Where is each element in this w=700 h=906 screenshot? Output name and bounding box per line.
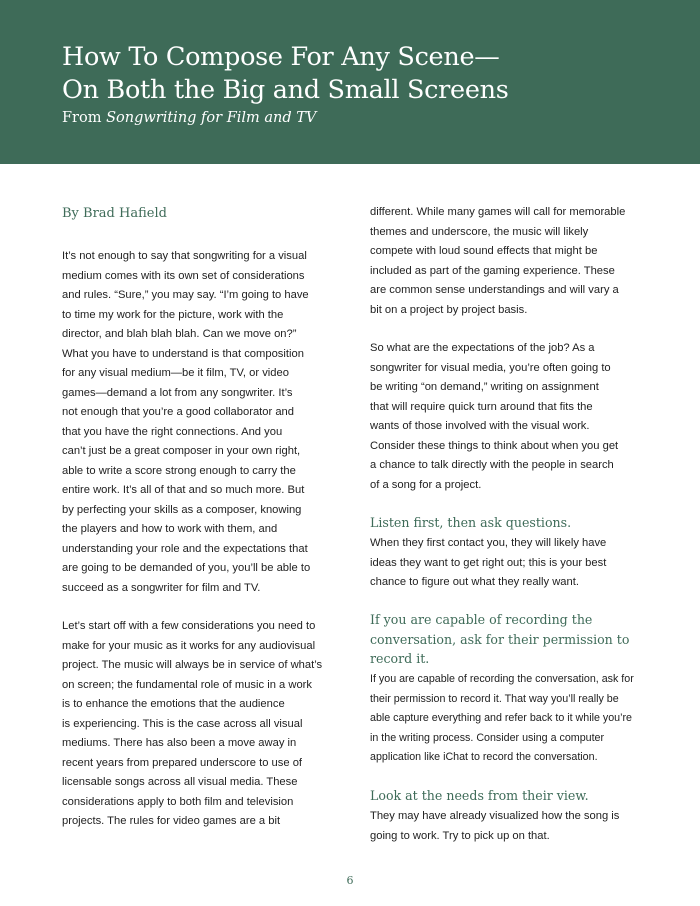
text-line: medium comes with its own set of considerations bbox=[62, 269, 305, 282]
text-line: entire work. It’s all of that and so much more. But bbox=[62, 484, 305, 496]
text-line: understanding your role and the expectations that bbox=[62, 542, 308, 555]
page-subtitle bbox=[62, 110, 316, 126]
subtitle-prefix: From bbox=[62, 110, 107, 126]
text-line: application like iChat to record the conversation. bbox=[370, 751, 598, 763]
text-line: record it. bbox=[370, 651, 430, 666]
text-line: projects. The rules for video games are a bit bbox=[62, 815, 281, 827]
author-byline: By Brad Hafield bbox=[62, 206, 167, 221]
text-line: What you have to understand is that composition bbox=[62, 347, 304, 360]
right-paragraph-3 bbox=[370, 534, 606, 593]
text-line: ideas they want to get right out; this is your best bbox=[370, 556, 607, 569]
text-line: When they first contact you, they will likely have bbox=[370, 537, 607, 549]
text-line: for any visual medium—be it film, TV, or video bbox=[62, 367, 289, 379]
text-line: themes and underscore, the music will likely bbox=[370, 225, 589, 238]
text-line: So what are the expectations of the job? As a bbox=[370, 342, 595, 354]
text-line: is to enhance the emotions that the audience bbox=[62, 698, 285, 710]
right-paragraph-5 bbox=[370, 807, 619, 846]
text-line: that will require quick turn around that fits the bbox=[370, 400, 593, 413]
text-line: Listen first, then ask questions. bbox=[370, 515, 572, 530]
right-paragraph-2 bbox=[370, 339, 618, 495]
text-line: considerations apply to both film and television bbox=[62, 795, 294, 808]
text-line: of a song for a project. bbox=[370, 478, 482, 491]
page-number: 6 bbox=[346, 874, 354, 887]
text-line: going to work. Try to pick up on that. bbox=[370, 829, 550, 842]
text-line: that you have the right connections. And you bbox=[62, 425, 283, 438]
text-line: licensable songs across all visual media. These bbox=[62, 776, 298, 788]
text-line: their permission to record it. That way you’ll really be bbox=[370, 692, 619, 705]
text-line: recent years from prepared underscore to use of bbox=[62, 756, 303, 769]
text-line: chance to figure out what they really want. bbox=[370, 576, 579, 588]
text-line: not enough that you’re a good collaborator and bbox=[62, 406, 295, 418]
text-line: Consider these things to think about when you get bbox=[370, 439, 619, 452]
left-paragraph-1 bbox=[62, 247, 310, 598]
text-line: by perfecting your skills as a composer, knowing bbox=[62, 503, 302, 516]
text-line: Let’s start off with a few considerations you need to bbox=[62, 620, 316, 632]
text-line: If you are capable of recording the bbox=[370, 612, 593, 627]
text-line: succeed as a songwriter for film and TV. bbox=[62, 581, 261, 594]
text-line: songwriter for visual media, you’re often going to bbox=[370, 361, 611, 374]
right-paragraph-1 bbox=[370, 203, 625, 320]
section-heading-listen bbox=[370, 513, 571, 533]
text-line: is experiencing. This is the case across all visual bbox=[62, 717, 303, 730]
text-line: Look at the needs from their view. bbox=[370, 788, 589, 803]
title-line: How To Compose For Any Scene— bbox=[62, 42, 500, 72]
book-title: Songwriting for Film and TV bbox=[106, 110, 317, 126]
section-heading-recording bbox=[370, 610, 629, 669]
text-line: can’t just be a great composer in your own right, bbox=[62, 445, 301, 457]
text-line: the players and how to work with them, and bbox=[62, 523, 278, 535]
text-line: compete with loud sound effects that might be bbox=[370, 245, 598, 257]
left-paragraph-2 bbox=[62, 617, 322, 832]
text-line: are common sense understandings and will vary a bbox=[370, 284, 619, 296]
text-line: a chance to talk directly with the people in search bbox=[370, 459, 614, 471]
text-line: project. The music will always be in service of what’s bbox=[62, 659, 323, 671]
header-banner bbox=[0, 0, 700, 164]
title-line: On Both the Big and Small Screens bbox=[62, 75, 509, 105]
text-line: able to write a score strong enough to carry the bbox=[62, 464, 296, 477]
right-paragraph-4 bbox=[370, 670, 634, 768]
text-line: in the writing process. Consider using a computer bbox=[370, 731, 605, 744]
text-line: different. While many games will call for memorable bbox=[370, 206, 626, 218]
text-line: to time my work for the picture, work with the bbox=[62, 308, 284, 321]
text-line: director, and blah blah blah. Can we move on?” bbox=[62, 328, 297, 340]
text-line: They may have already visualized how the song is bbox=[370, 810, 620, 822]
text-line: on screen; the fundamental role of music in a work bbox=[62, 678, 312, 691]
text-line: are going to be demanded of you, you’ll be able to bbox=[62, 562, 311, 574]
text-line: be writing “on demand,” writing on assignment bbox=[370, 381, 599, 393]
text-line: wants of those involved with the visual work. bbox=[370, 420, 590, 432]
text-line: It’s not enough to say that songwriting for a visual bbox=[62, 250, 307, 262]
text-line: bit on a project by project basis. bbox=[370, 303, 528, 316]
page-title bbox=[62, 41, 509, 107]
text-line: able capture everything and refer back to it while you’re bbox=[370, 712, 632, 724]
text-line: included as part of the gaming experience. These bbox=[370, 264, 615, 277]
text-line: If you are capable of recording the conversation, ask for bbox=[370, 673, 634, 685]
text-line: and rules. “Sure,” you may say. “I’m going to have bbox=[62, 289, 309, 301]
section-heading-needs bbox=[370, 786, 589, 806]
text-line: games—demand a lot from any songwriter. It’s bbox=[62, 386, 293, 399]
text-line: conversation, ask for their permission to bbox=[370, 631, 630, 647]
text-line: mediums. There has also been a move away in bbox=[62, 737, 297, 749]
text-line: make for your music as it works for any audiovisual bbox=[62, 639, 316, 652]
